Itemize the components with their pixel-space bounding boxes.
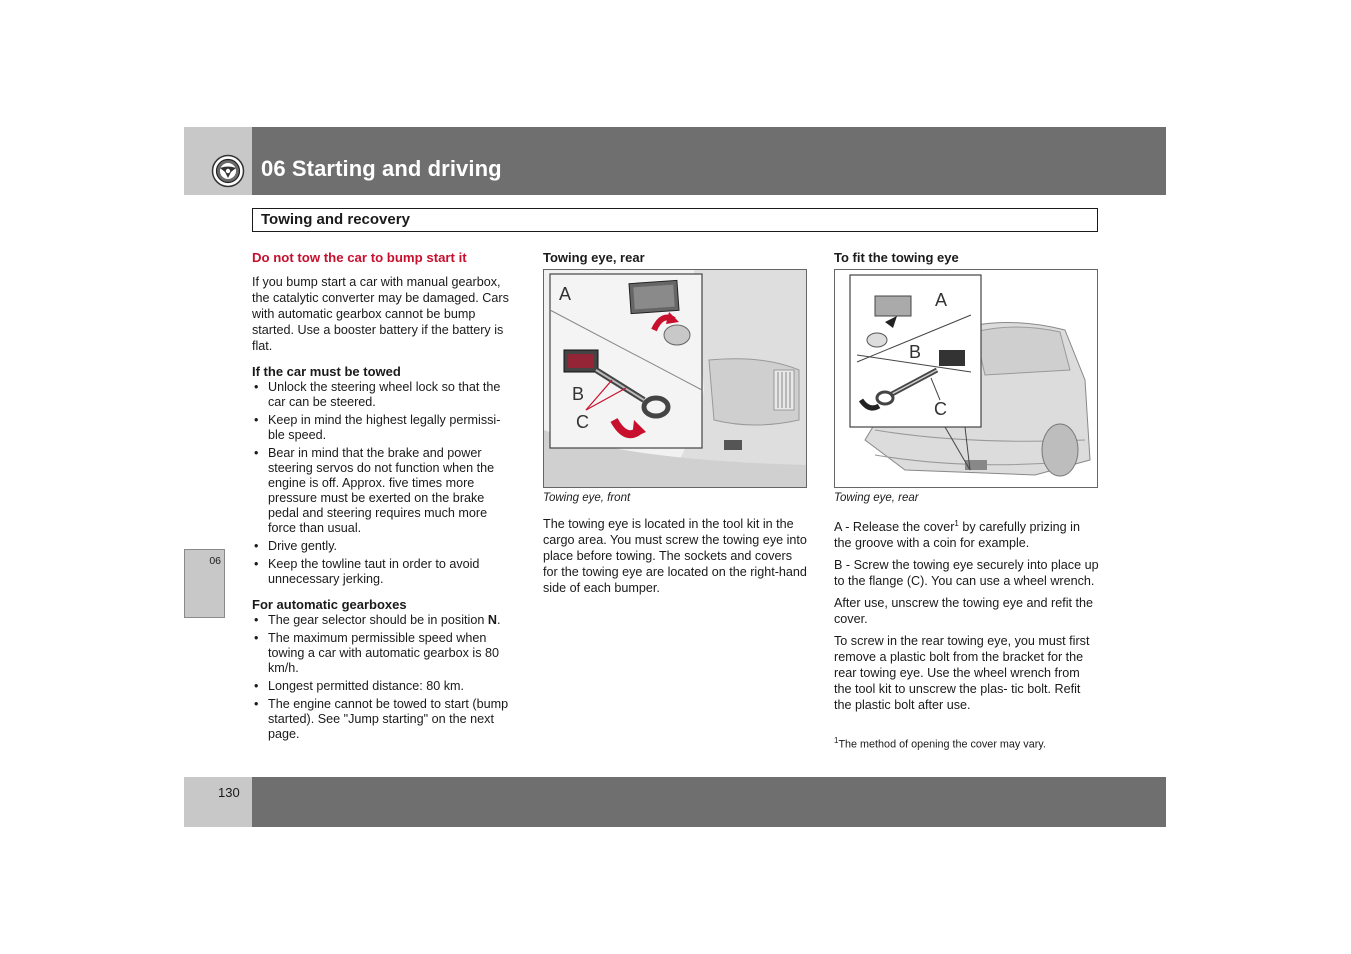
column-1 [252, 250, 516, 748]
figure-label-c: C [934, 399, 947, 419]
footnote-text: The method of opening the cover may vary. [838, 738, 1046, 751]
step-a-text-rest: by carefully prizing in the groove with a coin for example. [834, 520, 1080, 551]
footnote [834, 733, 1100, 753]
figure-label-b: B [572, 384, 585, 404]
section-title-box [252, 208, 1098, 232]
figure-heading-fit: To fit the towing eye [834, 250, 959, 265]
figure-caption-front: Towing eye, front [543, 492, 631, 504]
list-item: • Drive gently. [252, 539, 516, 554]
figure-heading-rear: Towing eye, rear [543, 250, 645, 265]
towing-eye-front-illustration [544, 270, 806, 487]
figure-caption-rear: Towing eye, rear [834, 492, 919, 504]
section-title: Towing and recovery [261, 211, 410, 228]
list-item: • Longest permitted distance: 80 km. [252, 679, 516, 694]
list-item: • Bear in mind that the brake and power steering servos do not function when the engine is off. Approx. five times more pressure must be exerted on the brake pedal and steering requires much more force than usual. [252, 446, 516, 536]
column-2 [543, 250, 807, 602]
figure-label-a: A [935, 290, 948, 310]
list-item [252, 613, 516, 628]
gear-position: N [487, 613, 497, 627]
towing-eye-front-figure [543, 269, 807, 488]
column-3 [834, 250, 1100, 753]
towing-eye-location-paragraph: The towing eye is located in the tool kit in the cargo area. You must screw the towing eye into place before towing. The sockets and covers for the towing eye are located on the right-hand side of each bumper. [543, 517, 807, 595]
steering-wheel-icon [211, 154, 245, 188]
step-b-paragraph: B - Screw the towing eye securely into place up to the flange (C). You can use a wheel wrench. [834, 558, 1099, 589]
towing-eye-rear-figure [834, 269, 1098, 488]
list-item: • Keep in mind the highest legally permissi- ble speed. [252, 413, 516, 443]
subheading-must-be-towed: If the car must be towed [252, 364, 401, 379]
figure-label-b: B [909, 342, 922, 362]
page-number: 130 [218, 785, 240, 800]
list-item: • Unlock the steering wheel lock so that the car can be steered. [252, 380, 516, 410]
after-use-paragraph: After use, unscrew the towing eye and refit the cover. [834, 596, 1094, 627]
warning-heading: Do not tow the car to bump start it [252, 250, 467, 265]
rear-towing-eye-paragraph: To screw in the rear towing eye, you must first remove a plastic bolt from the bracket for the rear towing eye. Use the wheel wrench from the tool kit to unscrew the plas- tic bolt. Refit the plastic bolt after use. [834, 634, 1090, 713]
list-item: • The engine cannot be towed to start (bump started). See "Jump starting" on the next page. [252, 697, 516, 742]
subheading-automatic: For automatic gearboxes [252, 597, 407, 612]
step-a-text: A - Release the cover [834, 520, 955, 535]
towing-list [252, 380, 516, 587]
towing-eye-rear-illustration [835, 270, 1097, 487]
chapter-tab[interactable] [184, 549, 225, 618]
figure-label-a: A [559, 284, 572, 304]
gear-text: The gear selector should be in position [268, 613, 488, 627]
automatic-list [252, 613, 516, 742]
footnote-mark: 1 [834, 736, 839, 746]
list-item: • The maximum permissible speed when towing a car with automatic gearbox is 80 km/h. [252, 631, 516, 676]
footer-bar [252, 777, 1166, 827]
gear-suffix: . [496, 613, 501, 627]
list-item: • Keep the towline taut in order to avoid unnecessary jerking. [252, 557, 516, 587]
intro-paragraph: If you bump start a car with manual gearbox, the catalytic converter may be damaged. Cars with automatic gearbox cannot be bump started. Use a booster battery if the battery is flat. [252, 275, 509, 353]
step-a-paragraph [834, 516, 1100, 551]
figure-label-c: C [576, 412, 589, 432]
footnote-reference: 1 [954, 519, 959, 528]
chapter-title: 06 Starting and driving [261, 156, 502, 181]
chapter-tab-label: 06 [209, 555, 221, 567]
